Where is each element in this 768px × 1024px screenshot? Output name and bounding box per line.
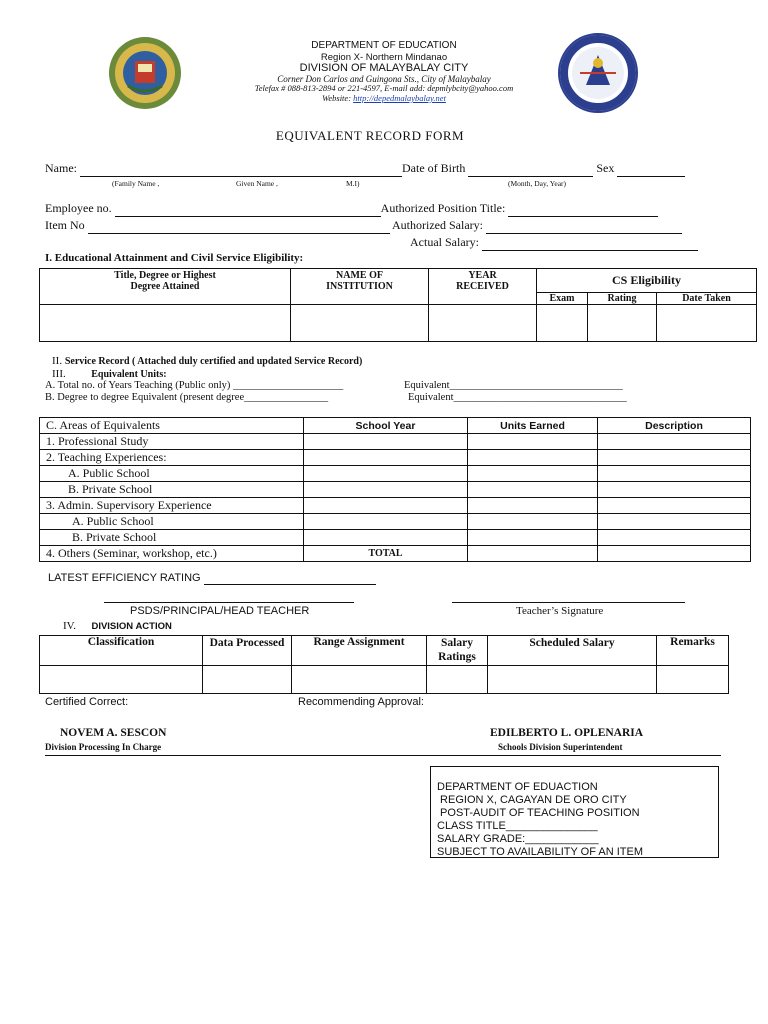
col-year-l1: YEAR: [468, 270, 497, 281]
cell-description[interactable]: [598, 466, 751, 482]
auth-position-field[interactable]: [508, 201, 658, 217]
cell-school-year[interactable]: [304, 498, 468, 514]
col-exam: Exam: [537, 293, 588, 305]
cell-remarks[interactable]: [657, 666, 729, 694]
total-label: TOTAL: [304, 546, 468, 562]
header-website-label: Website:: [322, 93, 352, 103]
item-no-field[interactable]: [88, 218, 390, 234]
name-row: [45, 161, 685, 177]
area-row-label: 2. Teaching Experiences:: [40, 450, 304, 466]
section3-num: III.: [52, 368, 66, 380]
areas-table: [39, 417, 751, 562]
cell-units[interactable]: [468, 530, 598, 546]
col-institution-l1: NAME OF: [336, 270, 383, 281]
division-action-table: [39, 635, 729, 694]
col-classification: Classification: [40, 636, 203, 666]
col-salary-ratings: Salary Ratings: [427, 636, 488, 666]
section2-row: [52, 355, 362, 367]
sex-field[interactable]: [617, 161, 685, 177]
efficiency-label: LATEST EFFICIENCY RATING: [48, 572, 201, 584]
col-scheduled-salary: Scheduled Salary: [488, 636, 657, 666]
cell-description[interactable]: [598, 498, 751, 514]
recommending-label: Recommending Approval:: [298, 696, 424, 708]
cell-description[interactable]: [598, 482, 751, 498]
col-title-degree-l1: Title, Degree or Highest: [114, 270, 216, 281]
section4-row: [63, 620, 172, 632]
auth-position-label: Authorized Position Title:: [380, 201, 506, 215]
family-name-hint: (Family Name ,: [112, 179, 160, 188]
cell-units[interactable]: [468, 434, 598, 450]
areas-header-area: C. Areas of Equivalents: [40, 418, 304, 434]
col-remarks: Remarks: [657, 636, 729, 666]
section1-title: I. Educational Attainment and Civil Service Eligibility:: [45, 252, 304, 264]
header-region: Region X- Northern Mindanao: [320, 52, 448, 63]
header-division: DIVISION OF MALAYBALAY CITY: [299, 62, 469, 74]
psds-signature-line[interactable]: [104, 602, 354, 603]
cell-units[interactable]: [468, 466, 598, 482]
actual-salary-field[interactable]: [482, 235, 698, 251]
equiv-line-a: A. Total no. of Years Teaching (Public only) _____________________: [45, 380, 344, 391]
cell-school-year[interactable]: [304, 450, 468, 466]
cell-date-taken[interactable]: [657, 305, 757, 342]
cell-school-year[interactable]: [304, 482, 468, 498]
col-date-taken: Date Taken: [657, 293, 757, 305]
header-contact: Telefax # 088-813-2894 or 221-4597, E-mail add: depmlybcity@yahoo.com: [254, 83, 514, 93]
employee-row: [45, 201, 658, 217]
col-year-received: [429, 269, 537, 305]
certified-label: Certified Correct:: [45, 696, 129, 708]
cell-description[interactable]: [598, 450, 751, 466]
cell-exam[interactable]: [537, 305, 588, 342]
form-title: EQUIVALENT RECORD FORM: [275, 128, 465, 143]
cell-salary-ratings[interactable]: [427, 666, 488, 694]
area-row-label: 1. Professional Study: [40, 434, 304, 450]
item-no-label: Item No: [45, 218, 85, 232]
col-data-processed: Data Processed: [203, 636, 292, 666]
areas-header-school-year: School Year: [304, 418, 468, 434]
post-audit-box: [430, 766, 719, 858]
section4-num: IV.: [63, 620, 76, 632]
col-range-assignment: Range Assignment: [292, 636, 427, 666]
cell-school-year[interactable]: [304, 434, 468, 450]
cell-degree[interactable]: [40, 305, 291, 342]
cell-rating[interactable]: [588, 305, 657, 342]
auth-salary-label: Authorized Salary:: [392, 218, 483, 232]
header-website-line: [0, 93, 768, 103]
area-row-label: A. Public School: [40, 466, 304, 482]
cell-units-total[interactable]: [468, 546, 598, 562]
actual-salary-label: Actual Salary:: [410, 235, 479, 249]
cell-year[interactable]: [429, 305, 537, 342]
equiv-value-a[interactable]: Equivalent_________________________________: [404, 380, 623, 391]
section3-title: Equivalent Units:: [91, 369, 167, 380]
areas-header-units-earned: Units Earned: [468, 418, 598, 434]
education-table: [39, 268, 757, 342]
section4-title: DIVISION ACTION: [91, 621, 172, 632]
area-row-label: 3. Admin. Supervisory Experience: [40, 498, 304, 514]
signatory-divider: [45, 755, 721, 756]
cell-school-year[interactable]: [304, 530, 468, 546]
dob-field[interactable]: [468, 161, 593, 177]
equiv-line-b: B. Degree to degree Equivalent (present degree________________: [45, 392, 329, 403]
area-row-label: B. Private School: [40, 530, 304, 546]
audit-line: POST-AUDIT OF TEACHING POSITION: [437, 807, 640, 819]
cell-description[interactable]: [598, 434, 751, 450]
audit-line[interactable]: SALARY GRADE:____________: [437, 833, 599, 845]
employee-no-label: Employee no.: [45, 201, 112, 215]
col-rating: Rating: [588, 293, 657, 305]
cell-description[interactable]: [598, 514, 751, 530]
signatory2-name: EDILBERTO L. OPLENARIA: [490, 727, 644, 739]
cell-classification[interactable]: [40, 666, 203, 694]
name-field[interactable]: [80, 161, 402, 177]
area-row-label: A. Public School: [40, 514, 304, 530]
area-row-label: B. Private School: [40, 482, 304, 498]
col-cs-eligibility: CS Eligibility: [537, 269, 757, 293]
efficiency-field[interactable]: [204, 572, 376, 585]
col-year-l2: RECEIVED: [456, 281, 509, 292]
cell-scheduled-salary[interactable]: [488, 666, 657, 694]
cell-units[interactable]: [468, 514, 598, 530]
header-address: Corner Don Carlos and Guingona Sts., City of Malaybalay: [277, 74, 491, 84]
efficiency-row: [48, 572, 376, 585]
section2-num: II.: [52, 355, 63, 367]
header-dept: DEPARTMENT OF EDUCATION: [311, 40, 457, 51]
section3-row: [52, 368, 167, 380]
signatory1-role: Division Processing In Charge: [45, 742, 162, 752]
cell-data-processed[interactable]: [203, 666, 292, 694]
col-title-degree-l2: Degree Attained: [130, 281, 200, 292]
given-name-hint: Given Name ,: [236, 179, 278, 188]
col-institution: [291, 269, 429, 305]
cell-units[interactable]: [468, 498, 598, 514]
date-format-hint: (Month, Day, Year): [508, 179, 567, 188]
equiv-value-b[interactable]: Equivalent_________________________________: [408, 392, 627, 403]
audit-line[interactable]: CLASS TITLE_______________: [437, 820, 598, 832]
psds-label: PSDS/PRINCIPAL/HEAD TEACHER: [130, 605, 310, 617]
signatory2-role: Schools Division Superintendent: [498, 742, 623, 752]
cell-description[interactable]: [598, 530, 751, 546]
area-row-label: 4. Others (Seminar, workshop, etc.): [40, 546, 304, 562]
name-label: Name:: [45, 161, 77, 175]
cell-school-year[interactable]: [304, 466, 468, 482]
dob-label: Date of Birth: [402, 161, 466, 175]
audit-line: SUBJECT TO AVAILABILITY OF AN ITEM: [437, 846, 644, 858]
cell-units[interactable]: [468, 450, 598, 466]
areas-header-description: Description: [598, 418, 751, 434]
col-institution-l2: INSTITUTION: [326, 281, 393, 292]
col-title-degree: [40, 269, 291, 305]
audit-line: REGION X, CAGAYAN DE ORO CITY: [437, 794, 627, 806]
signatory1-name: NOVEM A. SESCON: [60, 727, 167, 739]
teacher-signature-label: Teacher’s Signature: [516, 605, 604, 617]
audit-line: DEPARTMENT OF EDUACTION: [437, 781, 598, 793]
header-website-link[interactable]: http://depedmalaybalay.net: [353, 93, 446, 103]
item-row: [45, 218, 682, 234]
cell-units[interactable]: [468, 482, 598, 498]
sex-label: Sex: [596, 161, 615, 175]
actual-salary-row: [410, 235, 698, 251]
mi-hint: M.I): [346, 179, 360, 188]
auth-salary-field[interactable]: [486, 218, 682, 234]
cell-description-total[interactable]: [598, 546, 751, 562]
section2-text: Service Record ( Attached duly certified and updated Service Record): [64, 356, 363, 367]
cell-school-year[interactable]: [304, 514, 468, 530]
cell-range-assignment[interactable]: [292, 666, 427, 694]
employee-no-field[interactable]: [115, 201, 381, 217]
teacher-signature-line[interactable]: [452, 602, 685, 603]
cell-institution[interactable]: [291, 305, 429, 342]
